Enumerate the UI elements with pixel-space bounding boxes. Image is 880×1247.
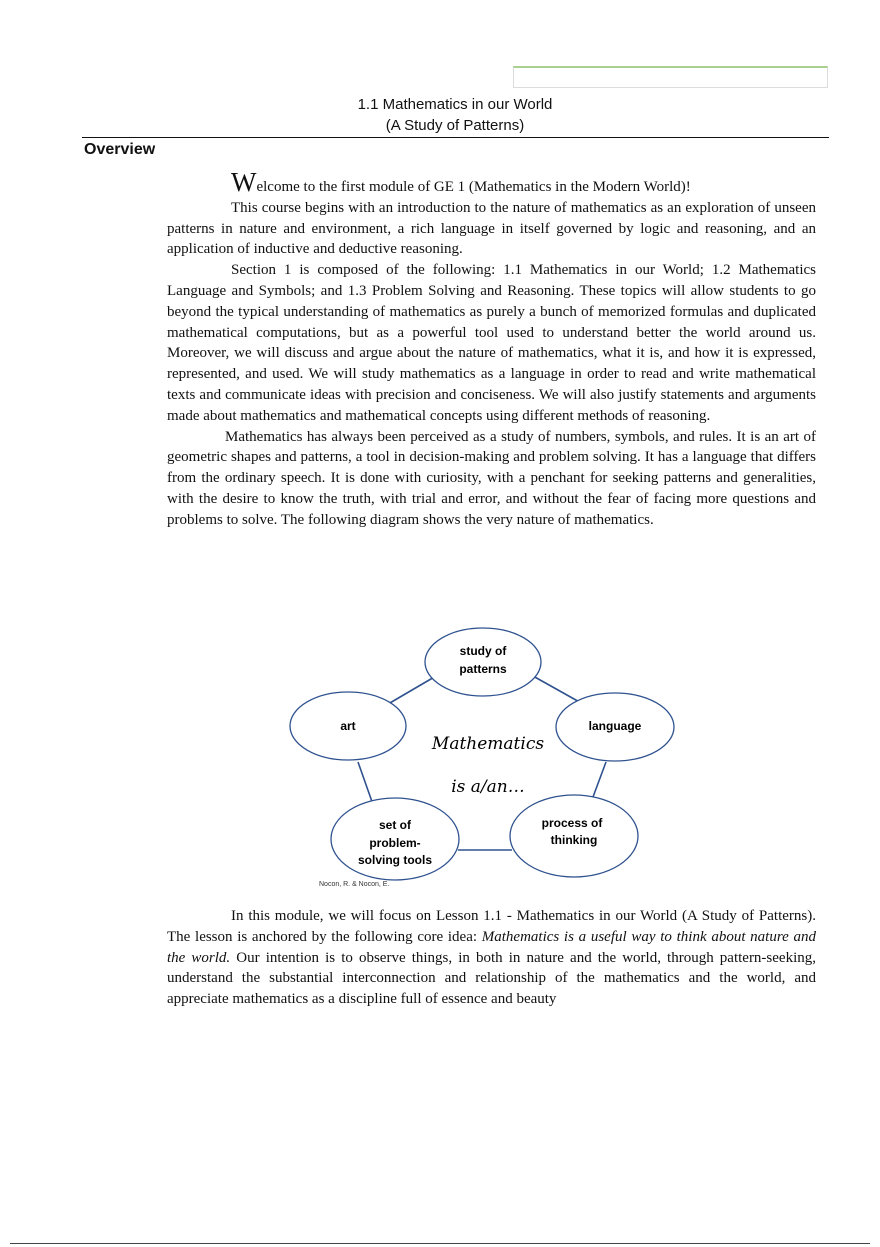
center-label-2: is a/an… [451,777,525,797]
paragraph-3: Mathematics has always been perceived as a study of numbers, symbols, and rules. It is an art of geometric shapes and patterns, a tool in decision-making and problem solving. It has a language that differs from the ordinary speech. It is done with curiosity, with a penchant for seeking patterns and generalities, with the desire to know the truth, with trial and error, and without the fear of facing more questions and problems to solve. The following diagram shows the very nature of mathematics. [167,428,816,528]
node-top-label-2: patterns [459,662,507,676]
edge-right-bottomright [593,762,606,797]
node-top-label-1: study of [459,644,507,658]
section-heading: Overview [84,141,156,158]
node-bottom-left-label-1: set of [378,818,412,832]
node-bottom-right-label-2: thinking [550,833,598,847]
node-bottom-left-label-2: problem- [369,836,421,850]
node-right-label: language [588,719,642,733]
page-title [82,94,828,136]
dropcap-letter: W [231,167,257,197]
node-bottom-right-label-1: process of [541,816,603,830]
paragraph-4 [167,906,816,1010]
node-bottom-left-label-3: solving tools [357,853,433,867]
welcome-line [167,167,816,198]
node-left-label: art [340,719,356,733]
paragraph-4-end: Our intention is to observe things, in both in nature and the world, through pattern-seeking, understand the substantial interconnection and relationship of the mathematics and the world, and appreciate mathematics as a discipline full of essence and beauty [167,949,817,1008]
header-box [513,66,828,88]
paragraph-1: This course begins with an introduction to the nature of mathematics as an exploration of unseen patterns in nature and environment, a rich language in itself governed by logic and reasoning, and an application of inductive and deductive reasoning. [167,199,816,258]
intro-text [167,167,816,531]
core-idea: Mathematics is a useful way to think about nature and the world. [167,928,816,966]
diagram-svg [288,620,683,890]
edge-top-right [533,676,583,704]
paragraph-4-start: In this module, we will focus on Lesson 1.1 - Mathematics in our World (A Study of Patterns). The lesson is anchored by the following core idea: [167,908,816,945]
diagram-credit: Nocon, R. & Nocon, E. [319,881,390,888]
title-line-1: 1.1 Mathematics in our World [357,96,553,113]
footer-divider [10,1243,870,1244]
center-label-1: Mathematics [431,734,545,754]
title-line-2: (A Study of Patterns) [385,117,525,134]
welcome-rest: elcome to the first module of GE 1 (Mathematics in the Modern World)! [256,179,691,195]
title-divider [82,137,829,138]
lesson-text [167,906,816,1010]
edge-top-left [383,676,436,707]
nature-of-mathematics-diagram [288,620,683,890]
paragraph-2: Section 1 is composed of the following: 1.1 Mathematics in our World; 1.2 Mathematics Language and Symbols; and 1.3 Problem Solving and Reasoning. These topics will allow students to go beyond the typical understanding of mathematics as purely a bunch of memorized formulas and duplicated mathematical computations, but as a powerful tool used to understand better the world around us. Moreover, we will discuss and argue about the nature of mathematics, what it is, and how it is expressed, represented, and used. We will study mathematics as a language in order to read and write mathematical texts and communicate ideas with precision and conciseness. We will also justify statements and arguments made about mathematics and mathematical concepts using different methods of reasoning. [167,262,816,424]
